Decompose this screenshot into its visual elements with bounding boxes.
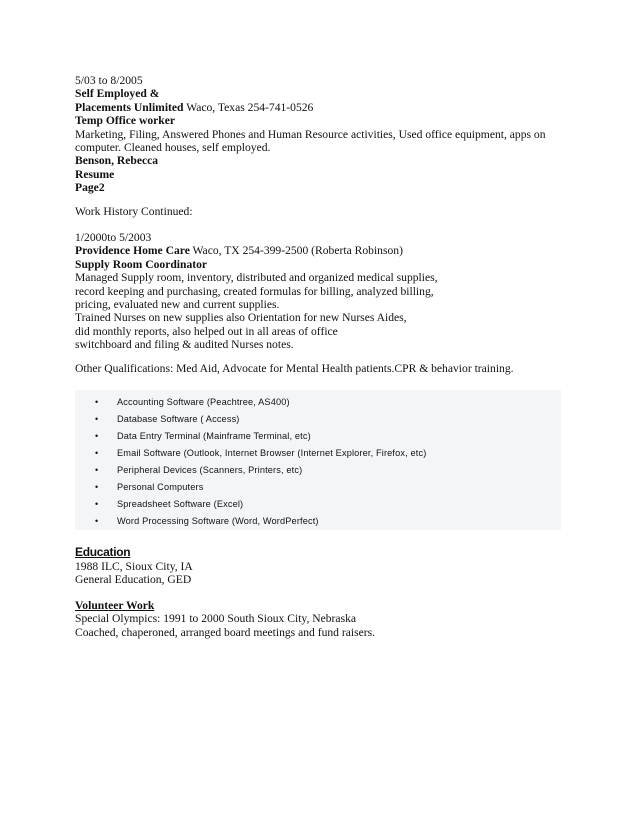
document-label: Resume bbox=[75, 167, 115, 181]
skill-item bbox=[95, 480, 203, 496]
volunteer-heading: Volunteer Work bbox=[75, 599, 155, 612]
bullet-icon: • bbox=[95, 448, 99, 459]
bullet-icon: • bbox=[95, 465, 99, 476]
employer-name: Providence Home Care bbox=[75, 244, 190, 258]
job-dates: 1/2000to 5/2003 bbox=[75, 231, 152, 244]
job-description-line: record keeping and purchasing, created formulas for billing, analyzed billing, bbox=[75, 284, 434, 298]
job-description-line: did monthly reports, also helped out in all areas of office bbox=[75, 324, 338, 338]
volunteer-section bbox=[75, 599, 565, 639]
employer-location: Waco, Texas 254-741-0526 bbox=[183, 100, 314, 114]
other-qualifications bbox=[75, 362, 565, 375]
skill-label: Spreadsheet Software (Excel) bbox=[117, 499, 244, 510]
job-description-line: computer. Cleaned houses, self employed. bbox=[75, 141, 271, 155]
employer-name-line bbox=[75, 244, 565, 257]
skill-label: Email Software (Outlook, Internet Browser (Internet Explorer, Firefox, etc) bbox=[117, 448, 427, 459]
skill-item bbox=[95, 429, 311, 445]
bullet-icon: • bbox=[95, 414, 99, 425]
skill-item bbox=[95, 497, 243, 513]
skill-item bbox=[95, 463, 302, 479]
skill-label: Database Software ( Access) bbox=[117, 414, 240, 425]
skill-item bbox=[95, 514, 319, 530]
job-description-line: Trained Nurses on new supplies also Orientation for new Nurses Aides, bbox=[75, 311, 407, 325]
job-description-line: switchboard and filing & audited Nurses notes. bbox=[75, 338, 294, 352]
candidate-name: Benson, Rebecca bbox=[75, 154, 159, 168]
job-title: Temp Office worker bbox=[75, 114, 176, 128]
job-description-line: pricing, evaluated new and current supplies. bbox=[75, 298, 280, 312]
volunteer-line: Special Olympics: 1991 to 2000 South Sioux City, Nebraska bbox=[75, 612, 357, 626]
bullet-icon: • bbox=[95, 482, 99, 493]
skill-label: Word Processing Software (Word, WordPerfect) bbox=[117, 516, 319, 527]
bullet-icon: • bbox=[95, 431, 99, 442]
skill-label: Accounting Software (Peachtree, AS400) bbox=[117, 397, 290, 408]
work-history-continued-label: Work History Continued: bbox=[75, 205, 193, 218]
skill-label: Peripheral Devices (Scanners, Printers, etc) bbox=[117, 465, 303, 476]
skill-label: Data Entry Terminal (Mainframe Terminal, etc) bbox=[117, 431, 311, 442]
skill-label: Personal Computers bbox=[117, 482, 204, 493]
employer-name-line bbox=[75, 101, 565, 114]
education-line: General Education, GED bbox=[75, 573, 192, 587]
volunteer-line: Coached, chaperoned, arranged board meetings and fund raisers. bbox=[75, 625, 376, 639]
skill-item bbox=[95, 412, 240, 428]
job-entry-providence bbox=[75, 231, 565, 352]
employer-line: Self Employed & bbox=[75, 87, 160, 101]
bullet-icon: • bbox=[95, 499, 99, 510]
other-qualifications-text: Other Qualifications: Med Aid, Advocate for Mental Health patients.CPR & behavior training. bbox=[75, 362, 514, 375]
page-label: Page2 bbox=[75, 181, 105, 195]
education-heading: Education bbox=[75, 545, 131, 559]
bullet-icon: • bbox=[95, 516, 99, 527]
section-heading-work-history bbox=[75, 205, 565, 218]
job-title: Supply Room Coordinator bbox=[75, 257, 208, 271]
education-line: 1988 ILC, Sioux City, IA bbox=[75, 560, 193, 573]
bullet-icon: • bbox=[95, 397, 99, 408]
job-description-line: Managed Supply room, inventory, distributed and organized medical supplies, bbox=[75, 271, 438, 285]
skill-item bbox=[95, 395, 290, 411]
job-description-line: Marketing, Filing, Answered Phones and Human Resource activities, Used office equipment, apps on bbox=[75, 127, 546, 141]
education-section bbox=[75, 560, 565, 587]
skill-item bbox=[95, 446, 426, 462]
job-dates: 5/03 to 8/2005 bbox=[75, 74, 143, 87]
job-entry-self-employed bbox=[75, 74, 565, 195]
employer-name: Placements Unlimited bbox=[75, 100, 184, 114]
employer-location: Waco, TX 254-399-2500 (Roberta Robinson) bbox=[189, 244, 403, 258]
skills-list bbox=[75, 390, 561, 530]
